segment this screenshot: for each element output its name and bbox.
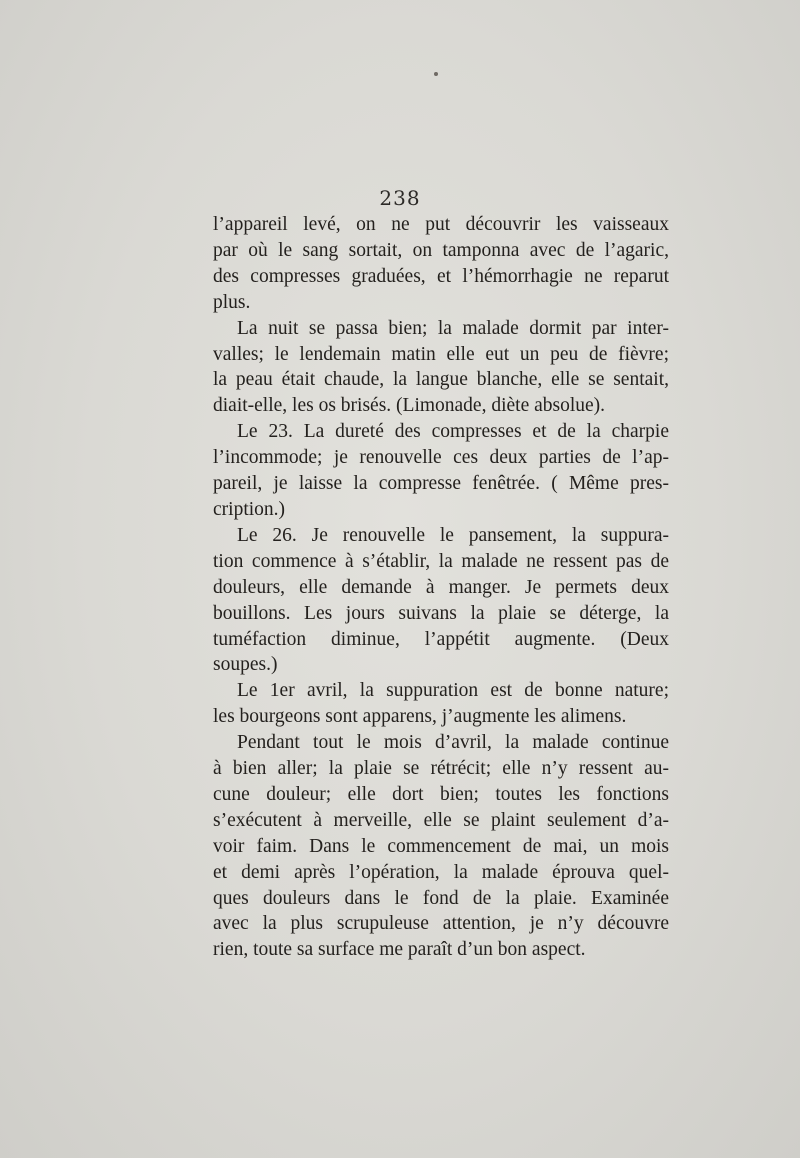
text-line: l’incommode; je renouvelle ces deux parties de l’ap-	[213, 447, 669, 469]
text-line: Pendant tout le mois d’avril, la malade continue	[237, 732, 669, 754]
paragraph	[213, 212, 669, 316]
text-line: avec la plus scrupuleuse attention, je n’y découvre	[213, 913, 669, 935]
paragraph	[213, 419, 669, 523]
text-line: Le 1er avril, la suppuration est de bonne nature;	[237, 680, 669, 702]
text-line: s’exécutent à merveille, elle se plaint seulement d’a-	[213, 809, 669, 831]
text-line: voir faim. Dans le commencement de mai, un mois	[213, 835, 669, 857]
text-line: par où le sang sortait, on tamponna avec de l’agaric,	[213, 239, 669, 261]
text-line: l’appareil levé, on ne put découvrir les vaisseaux	[213, 214, 669, 235]
text-line: rien, toute sa surface me paraît d’un bon aspect.	[213, 939, 586, 961]
text-line: plus.	[213, 291, 251, 313]
text-line: les bourgeons sont apparens, j’augmente les alimens.	[213, 706, 627, 728]
text-line: La nuit se passa bien; la malade dormit par inter-	[237, 317, 669, 339]
paragraph	[213, 730, 669, 963]
text-line: cription.)	[213, 498, 286, 520]
paragraph	[213, 316, 669, 420]
text-line: ques douleurs dans le fond de la plaie. Examinée	[213, 887, 669, 909]
text-line: valles; le lendemain matin elle eut un peu de fièvre;	[213, 343, 669, 365]
text-line: Le 23. La dureté des compresses et de la charpie	[237, 421, 669, 443]
text-line: tion commence à s’établir, la malade ne ressent pas de	[213, 550, 669, 572]
paragraph	[213, 523, 669, 678]
text-line: à bien aller; la plaie se rétrécit; elle n’y ressent au-	[213, 758, 669, 780]
paragraph	[213, 678, 669, 730]
text-line: diait-elle, les os brisés. (Limonade, diète absolue).	[213, 395, 606, 417]
text-line: soupes.)	[213, 654, 278, 676]
text-line: cune douleur; elle dort bien; toutes les fonctions	[213, 783, 669, 805]
text-line: Le 26. Je renouvelle le pansement, la suppura-	[237, 524, 669, 546]
text-line: et demi après l’opération, la malade éprouva quel-	[213, 861, 669, 883]
page-number: 238	[379, 186, 421, 210]
text-line: des compresses graduées, et l’hémorrhagie ne reparut	[213, 265, 669, 287]
body-text	[213, 212, 669, 963]
text-line: bouillons. Les jours suivans la plaie se déterge, la	[213, 602, 669, 624]
text-line: douleurs, elle demande à manger. Je permets deux	[213, 576, 669, 598]
text-line: pareil, je laisse la compresse fenêtrée. ( Même pres-	[213, 473, 669, 495]
paper-speck	[434, 72, 438, 76]
text-line: la peau était chaude, la langue blanche, elle se sentait,	[213, 369, 669, 391]
text-line: tuméfaction diminue, l’appétit augmente. (Deux	[213, 628, 669, 650]
